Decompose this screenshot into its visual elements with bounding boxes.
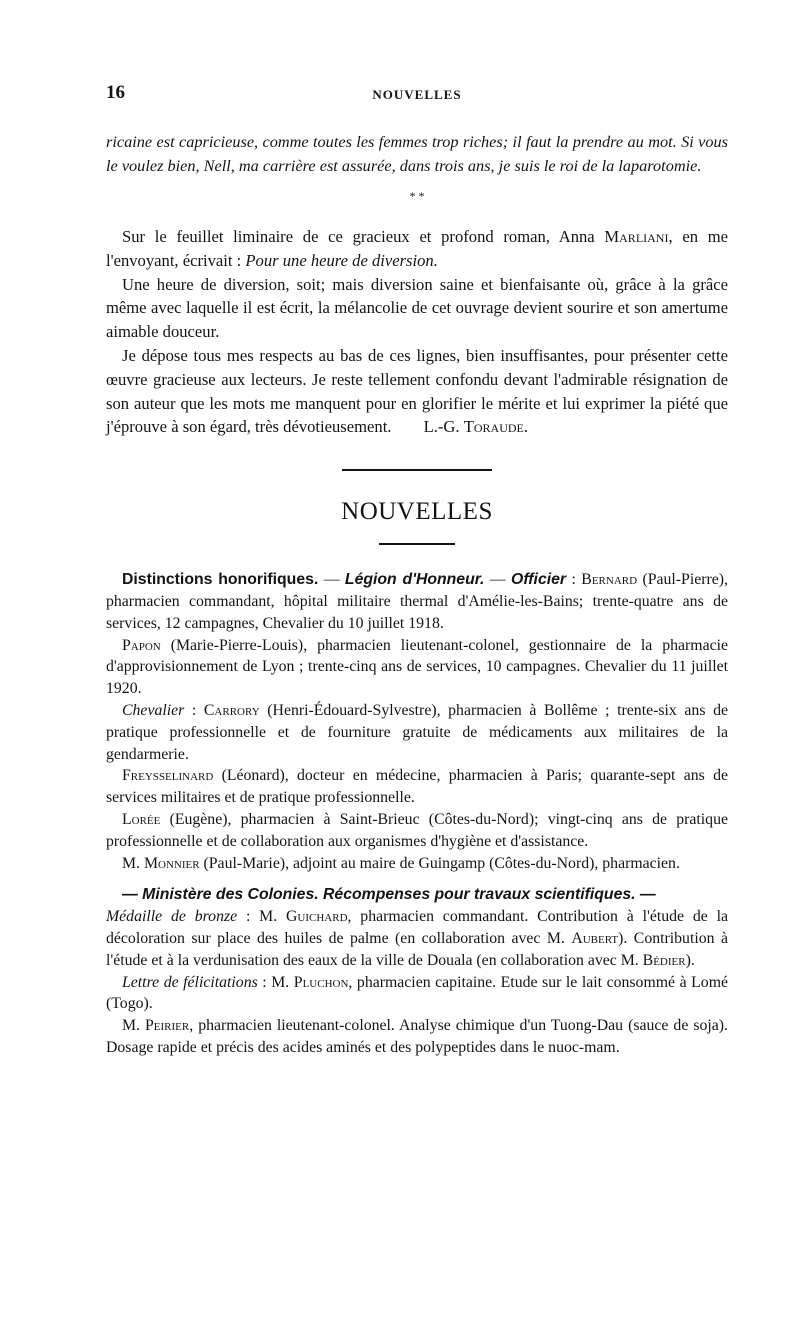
person-name: Freysselinard bbox=[122, 767, 214, 785]
title-underline bbox=[379, 543, 455, 545]
distinctions-entry-3: Chevalier : Carrory (Henri-Édouard-Sylvestre), pharmacien à Bollême ; trente-six ans de pratique professionnelle et de fourniture gratuite de médicaments aux militaires de la gendarmerie. bbox=[106, 701, 728, 763]
person-name: Guichard bbox=[286, 908, 348, 926]
person-name: Papon bbox=[122, 636, 161, 654]
running-head: NOUVELLES bbox=[372, 87, 462, 102]
author-name: Marliani bbox=[604, 227, 669, 246]
news-body bbox=[106, 569, 728, 1059]
page bbox=[106, 80, 728, 1059]
colonies-entry-1: Médaille de bronze : M. Guichard, pharmacien commandant. Contribution à l'étude de la décoloration sur place des huiles de palme (en collaboration avec M. Aubert). Contribution à l'étude et à la verdunisation des eaux de la ville de Douala (en collaboration avec M. Bédier). bbox=[106, 908, 728, 969]
person-name: Monnier bbox=[143, 854, 200, 872]
page-header bbox=[106, 80, 728, 110]
colonies-heading: — Ministère des Colonies. Récompenses pour travaux scientifiques. — bbox=[122, 886, 656, 904]
distinctions-entry-5: Lorée (Eugène), pharmacien à Saint-Brieuc (Côtes-du-Nord); vingt-cinq ans de pratique professionnelle et de collaboration aux organismes d'hygiène et d'assistance. bbox=[106, 810, 728, 850]
person-name: Aubert bbox=[571, 929, 619, 947]
colonies-entry-2: Lettre de félicitations : M. Pluchon, pharmacien capitaine. Etude sur le lait consommé à Lomé (Togo). bbox=[106, 973, 728, 1013]
lettre-label: Lettre de félicitations bbox=[122, 973, 258, 991]
dedication-quote: Pour une heure de diversion. bbox=[245, 250, 438, 270]
person-name: Carrory bbox=[203, 701, 260, 719]
intro-paragraph-3: Je dépose tous mes respects au bas de ces lignes, bien insuffisantes, pour présenter cette œuvre gracieuse aux lecteurs. Je reste tellement confondu devant l'admirable résignation de son auteur que les mots me manquent pour en glorifier le mérite et lui exprimer la piété que j'éprouve à son égard, très dévotieusement. L.-G. Toraude. bbox=[106, 345, 728, 437]
person-name: Bernard bbox=[581, 571, 638, 589]
page-number: 16 bbox=[106, 82, 125, 103]
person-name: Lorée bbox=[122, 810, 161, 828]
intro-paragraph-1: Sur le feuillet liminaire de ce gracieux et profond roman, Anna Marliani, en me l'envoyant, écrivait : Pour une heure de diversion. bbox=[106, 227, 728, 270]
distinctions-entry-1: Distinctions honorifiques. — Légion d'Honneur. — Officier : Bernard (Paul-Pierre), pharmacien commandant, hôpital militaire thermal d'Amélie-les-Bains; trente-quatre ans de services, 12 campagnes, Chevalier du 10 juillet 1918. bbox=[106, 571, 728, 632]
distinctions-entry-4: Freysselinard (Léonard), docteur en médecine, pharmacien à Paris; quarante-sept ans de services militaires et de pratique professionnelle. bbox=[106, 767, 728, 807]
asterism-separator: * * bbox=[409, 189, 425, 203]
intro-paragraph-2: Une heure de diversion, soit; mais diversion saine et bienfaisante où, grâce à la grâce même avec laquelle il est écrit, la mélancolie de cet ouvrage devient sourire et son amertume aimable douceur. bbox=[106, 274, 728, 342]
person-name: Peirier bbox=[145, 1017, 190, 1035]
distinctions-entry-2: Papon (Marie-Pierre-Louis), pharmacien lieutenant-colonel, gestionnaire de la pharmacie d'approvisionnement de Lyon ; trente-cinq ans de services, 10 campagnes. Chevalier du 11 juillet 1920. bbox=[106, 636, 728, 698]
distinctions-heading: Distinctions honorifiques. bbox=[122, 571, 319, 589]
person-name: Pluchon bbox=[293, 973, 349, 991]
signature-name: Toraude. bbox=[463, 417, 529, 437]
section-title: NOUVELLES bbox=[341, 498, 493, 526]
colonies-entry-3: M. Peirier, pharmacien lieutenant-colonel. Analyse chimique d'un Tuong-Dau (sauce de soja). Dosage rapide et précis des acides aminés et des polypeptides dans le nuoc-mam. bbox=[106, 1017, 728, 1056]
medaille-label: Médaille de bronze bbox=[106, 908, 238, 926]
quote-continuation: ricaine est capricieuse, comme toutes les femmes trop riches; il faut la prendre au mot. Si vous le voulez bien, Nell, ma carrière est assurée, dans trois ans, je suis le roi de la laparotomie. bbox=[106, 132, 728, 175]
officier-label: Officier bbox=[511, 571, 567, 589]
legion-heading: Légion d'Honneur. bbox=[344, 571, 485, 589]
distinctions-entry-6: M. Monnier (Paul-Marie), adjoint au maire de Guingamp (Côtes-du-Nord), pharmacien. bbox=[122, 854, 680, 872]
section-divider bbox=[342, 469, 492, 471]
chevalier-label: Chevalier bbox=[122, 701, 185, 719]
person-name: Bédier bbox=[642, 951, 686, 969]
signature-initials: L.-G. bbox=[423, 417, 460, 437]
colonies-heading-line bbox=[106, 884, 728, 906]
